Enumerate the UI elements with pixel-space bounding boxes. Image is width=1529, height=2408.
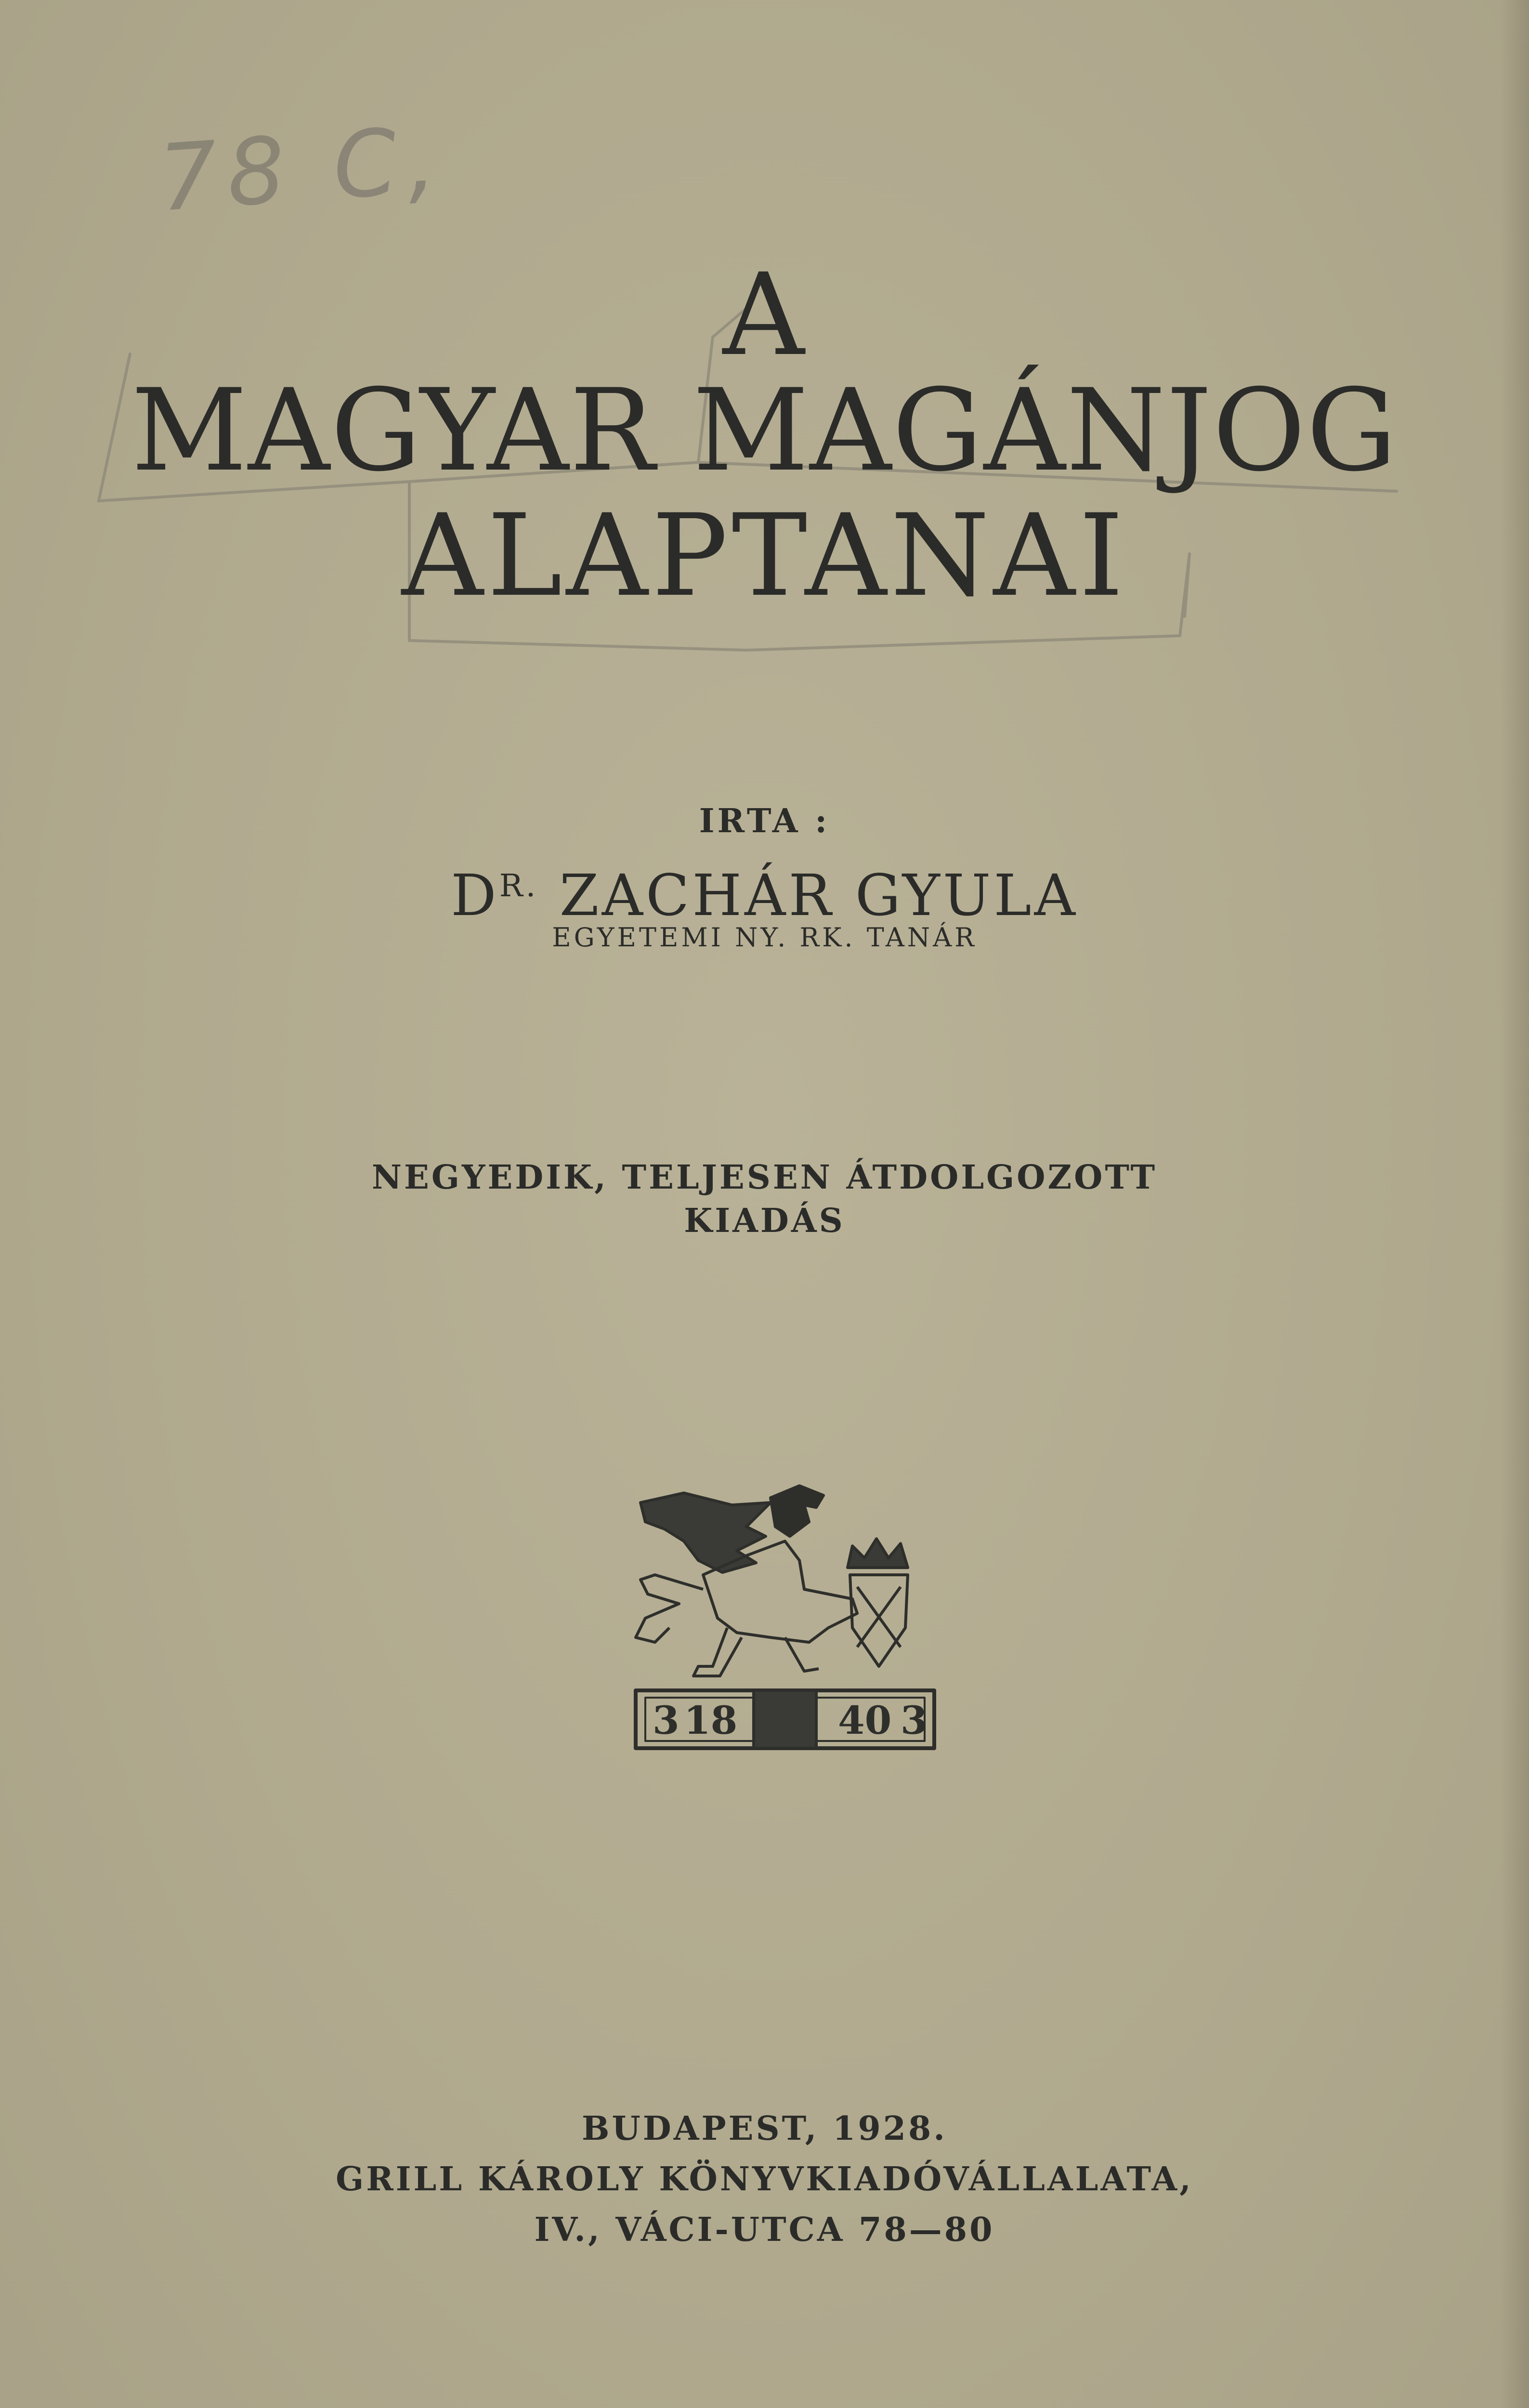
crown: [848, 1539, 908, 1568]
author-name: ZACHÁR GYULA: [559, 862, 1078, 929]
publisher-place-year: BUDAPEST, 1928.: [582, 2109, 947, 2148]
banner-year-left: 18: [684, 1698, 738, 1743]
griffin-wing: [640, 1493, 771, 1572]
griffin-tail: [636, 1575, 703, 1642]
banner-mark-right: 3: [901, 1698, 928, 1743]
publisher-griffin-emblem: [626, 1483, 944, 1782]
title-line-3: ALAPTANAI: [401, 490, 1128, 622]
title-line-2: MAGYAR MAGÁNJOG: [131, 365, 1398, 497]
publisher-name: GRILL KÁROLY KÖNYVKIADÓVÁLLALATA,: [336, 2160, 1193, 2199]
edition-line-2: KIADÁS: [684, 1202, 845, 1240]
publisher-address: IV., VÁCI-UTCA 78—80: [534, 2211, 995, 2249]
edition-line-1: NEGYEDIK, TELJESEN ÁTDOLGOZOTT: [371, 1158, 1158, 1197]
title-line-1: A: [722, 249, 807, 381]
griffin-front-leg: [693, 1628, 742, 1676]
handwritten-shelf-mark: 78 C,: [156, 105, 449, 232]
author-prefix-superscript: R.: [499, 868, 539, 904]
banner-year-right: 40: [838, 1698, 892, 1743]
banner-mark-left: 3: [653, 1698, 680, 1743]
author-name-line: [0, 855, 1529, 927]
author-prefix: D: [451, 862, 499, 929]
author-position: EGYETEMI NY. RK. TANÁR: [552, 922, 977, 953]
griffin-head: [771, 1486, 823, 1536]
author-label: IRTA :: [699, 802, 830, 840]
